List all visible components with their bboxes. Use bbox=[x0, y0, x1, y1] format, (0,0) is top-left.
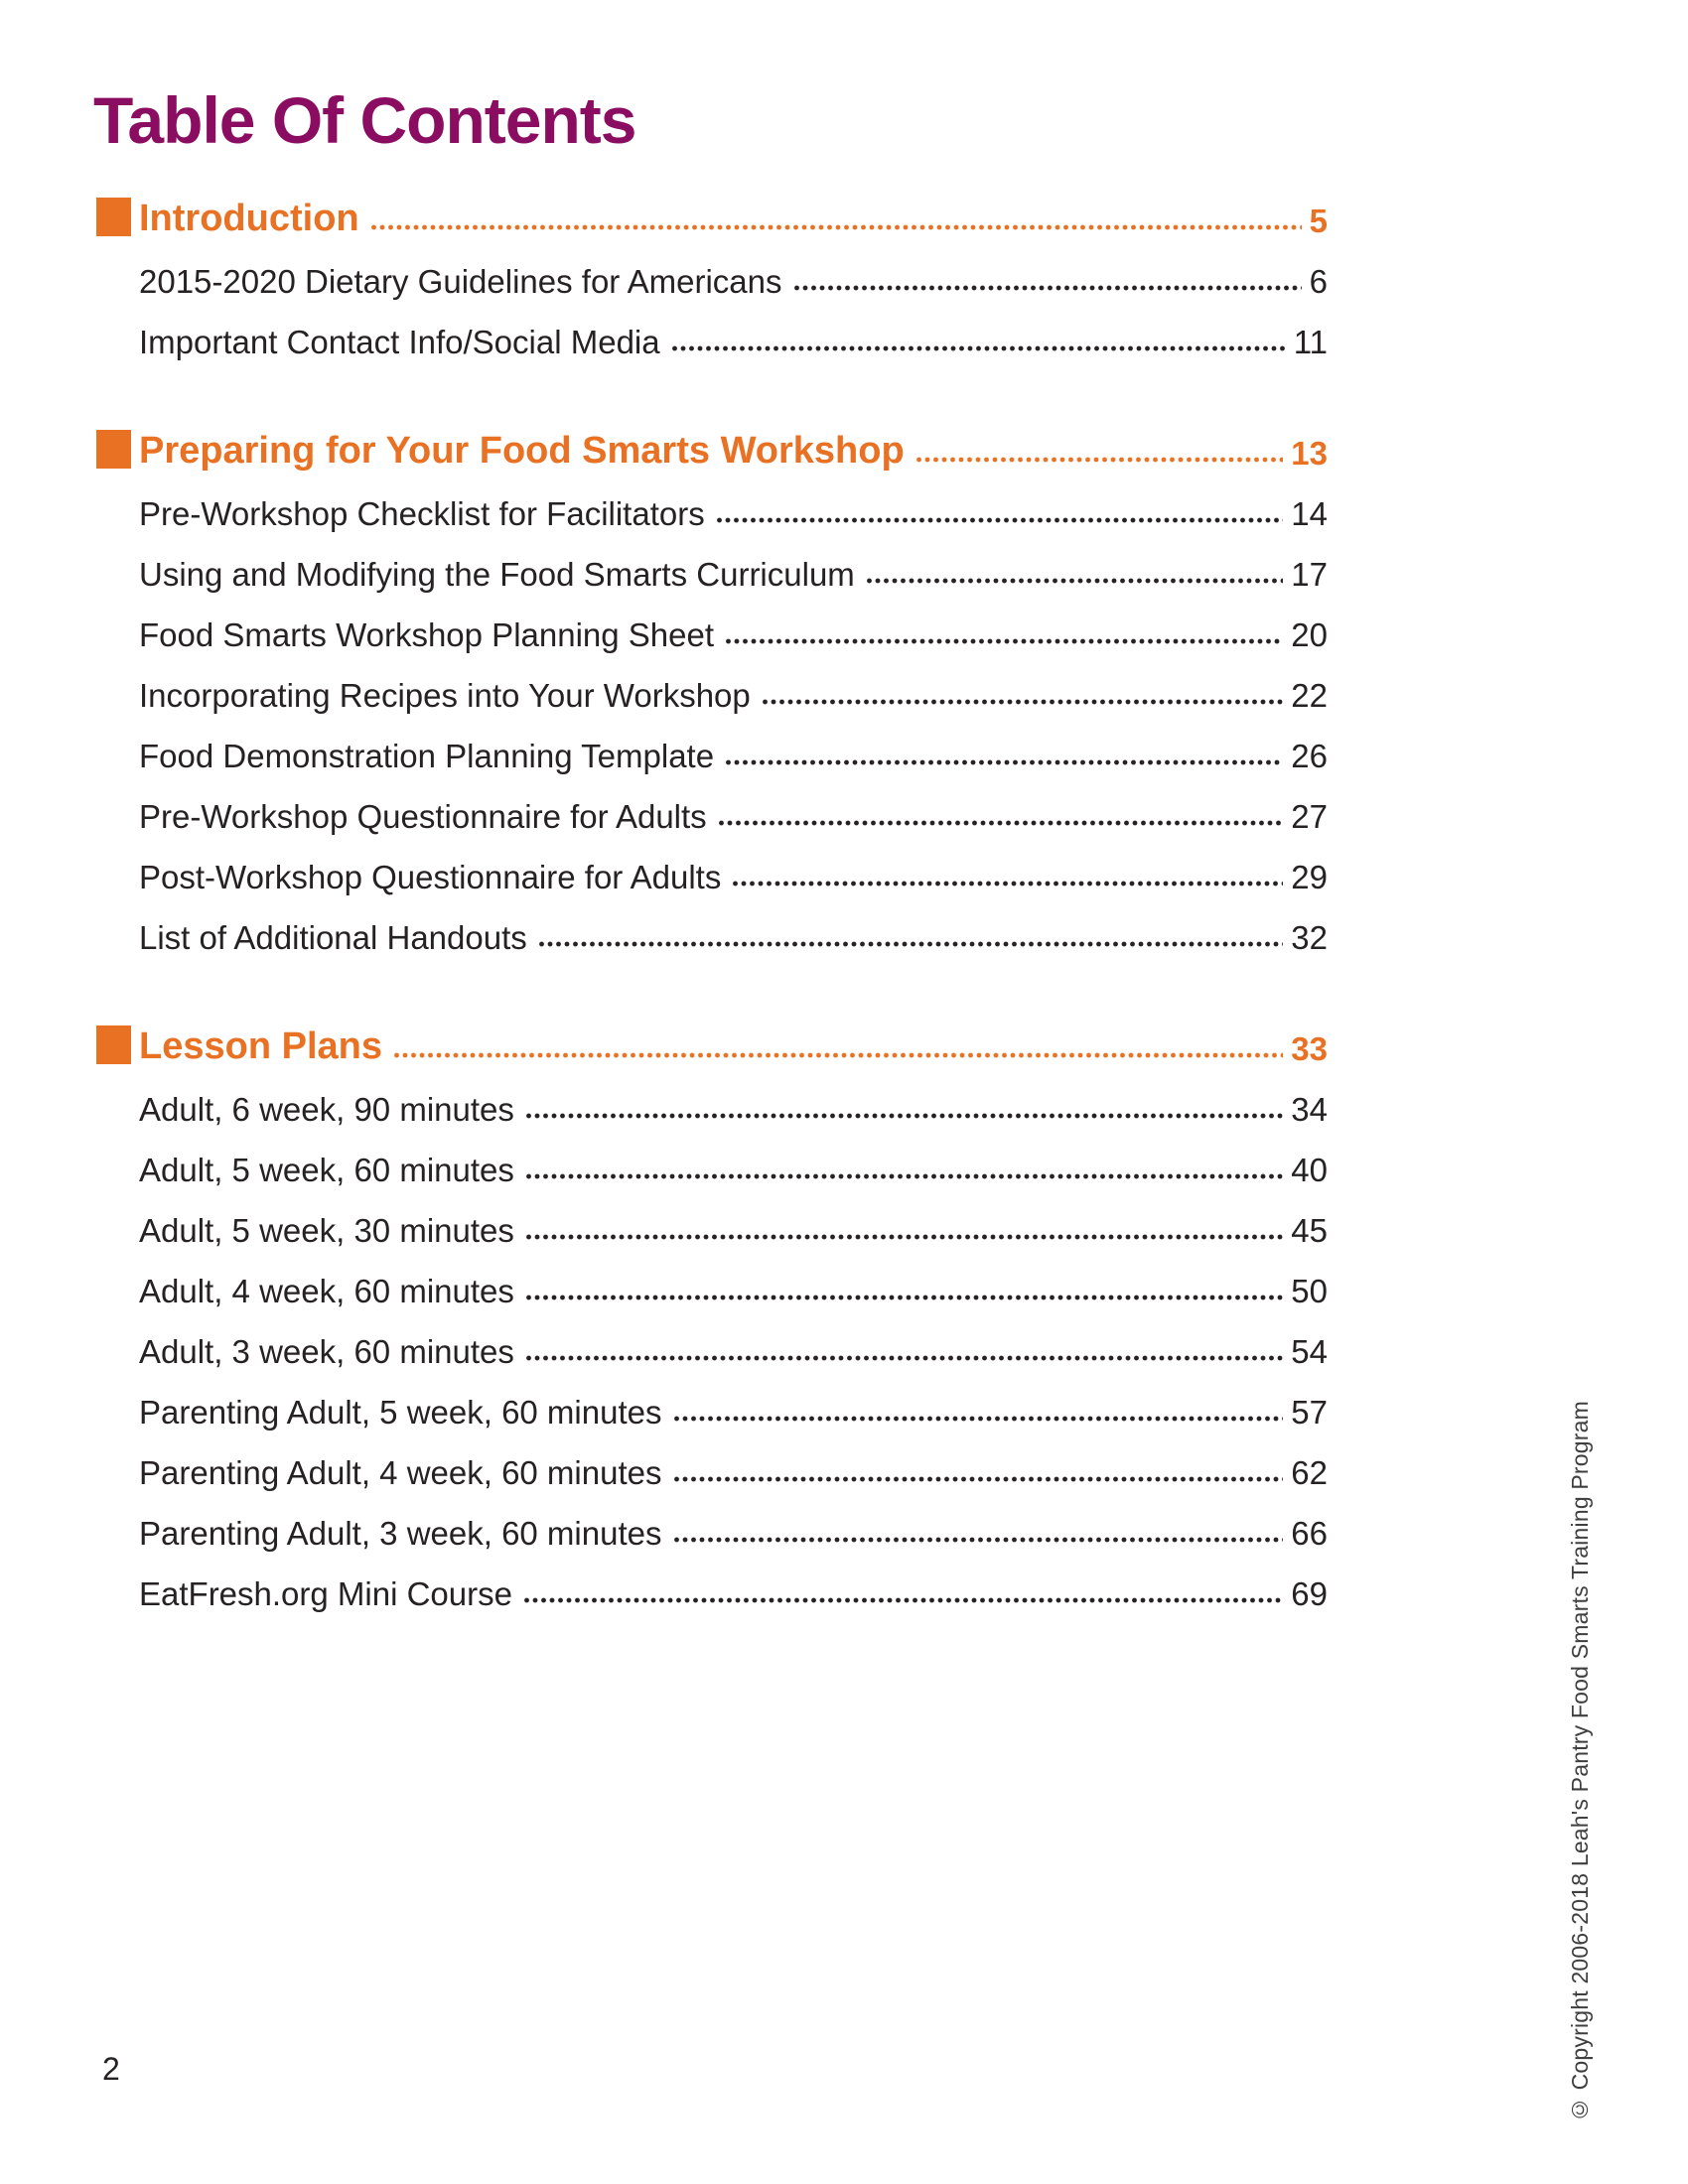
toc-entry-label: Pre-Workshop Questionnaire for Adults bbox=[139, 798, 707, 835]
toc-entry-label: Adult, 4 week, 60 minutes bbox=[139, 1273, 514, 1309]
toc-section-page-number: 33 bbox=[1291, 1030, 1328, 1067]
toc-entry[interactable] bbox=[139, 1138, 1328, 1198]
dot-leader bbox=[794, 285, 1302, 291]
toc-entry[interactable] bbox=[139, 1562, 1328, 1622]
toc-section-title: Lesson Plans bbox=[139, 1025, 382, 1067]
toc-entry[interactable] bbox=[139, 663, 1328, 724]
dot-leader bbox=[719, 820, 1284, 826]
toc-entry-page-number: 6 bbox=[1309, 263, 1328, 300]
toc-entry-page-number: 54 bbox=[1291, 1333, 1328, 1370]
toc-entry[interactable] bbox=[139, 1501, 1328, 1562]
toc-entry-label: Parenting Adult, 5 week, 60 minutes bbox=[139, 1394, 662, 1431]
section-bullet-square-icon bbox=[96, 198, 131, 236]
toc-entry-page-number: 22 bbox=[1291, 677, 1328, 714]
dot-leader bbox=[526, 1113, 1283, 1119]
dot-leader bbox=[526, 1355, 1283, 1361]
dot-leader bbox=[394, 1052, 1283, 1058]
toc-entry-label: Adult, 3 week, 60 minutes bbox=[139, 1333, 514, 1370]
toc-entry[interactable] bbox=[139, 603, 1328, 663]
table-of-contents bbox=[139, 189, 1328, 1622]
dot-leader bbox=[733, 881, 1283, 887]
section-bullet-square-icon bbox=[96, 1025, 131, 1064]
toc-entry-page-number: 62 bbox=[1291, 1454, 1328, 1491]
toc-section-title: Introduction bbox=[139, 198, 359, 239]
page-title: Table Of Contents bbox=[93, 83, 636, 157]
toc-entry[interactable] bbox=[139, 1198, 1328, 1259]
section-bullet-square-icon bbox=[96, 430, 131, 469]
dot-leader bbox=[672, 345, 1286, 351]
dot-leader bbox=[526, 1234, 1283, 1240]
toc-entry-page-number: 66 bbox=[1291, 1515, 1328, 1552]
toc-entry-page-number: 29 bbox=[1291, 859, 1328, 895]
toc-entry-label: Adult, 5 week, 30 minutes bbox=[139, 1212, 514, 1249]
toc-section bbox=[139, 421, 1328, 966]
toc-entry-page-number: 40 bbox=[1291, 1152, 1328, 1188]
toc-entry-label: Food Smarts Workshop Planning Sheet bbox=[139, 616, 715, 653]
dot-leader bbox=[674, 1476, 1284, 1482]
toc-section-header[interactable] bbox=[139, 189, 1328, 249]
dot-leader bbox=[717, 517, 1284, 523]
toc-entry-page-number: 14 bbox=[1291, 495, 1328, 532]
toc-section-title: Preparing for Your Food Smarts Workshop bbox=[139, 430, 905, 472]
toc-entry-label: 2015-2020 Dietary Guidelines for Americans bbox=[139, 263, 782, 300]
toc-section-page-number: 13 bbox=[1291, 435, 1328, 472]
dot-leader bbox=[674, 1416, 1284, 1422]
dot-leader bbox=[526, 1173, 1283, 1179]
toc-entry-label: Incorporating Recipes into Your Workshop bbox=[139, 677, 751, 714]
toc-entry-label: Parenting Adult, 3 week, 60 minutes bbox=[139, 1515, 662, 1552]
toc-entry[interactable] bbox=[139, 724, 1328, 784]
dot-leader bbox=[916, 457, 1284, 463]
toc-entry[interactable] bbox=[139, 310, 1328, 370]
toc-entry[interactable] bbox=[139, 784, 1328, 845]
toc-entry-page-number: 17 bbox=[1291, 556, 1328, 593]
toc-entry-page-number: 50 bbox=[1291, 1273, 1328, 1309]
toc-entry[interactable] bbox=[139, 249, 1328, 310]
toc-entry[interactable] bbox=[139, 845, 1328, 905]
toc-section-header[interactable] bbox=[139, 421, 1328, 481]
copyright-sidebar-text: © Copyright 2006-2018 Leah's Pantry Food Smarts Training Program bbox=[1567, 1400, 1593, 2122]
toc-entry-page-number: 45 bbox=[1291, 1212, 1328, 1249]
dot-leader bbox=[867, 578, 1283, 584]
toc-entry-label: Parenting Adult, 4 week, 60 minutes bbox=[139, 1454, 662, 1491]
dot-leader bbox=[674, 1537, 1284, 1543]
dot-leader bbox=[524, 1597, 1283, 1603]
dot-leader bbox=[539, 941, 1284, 947]
toc-entry-page-number: 11 bbox=[1293, 324, 1328, 360]
toc-entry-page-number: 69 bbox=[1291, 1575, 1328, 1612]
toc-entry-page-number: 26 bbox=[1291, 738, 1328, 774]
toc-entry-page-number: 57 bbox=[1291, 1394, 1328, 1431]
toc-entry-page-number: 20 bbox=[1291, 616, 1328, 653]
dot-leader bbox=[726, 759, 1283, 765]
dot-leader bbox=[371, 224, 1302, 230]
toc-section bbox=[139, 189, 1328, 370]
toc-entry[interactable] bbox=[139, 1319, 1328, 1380]
toc-entry-label: Important Contact Info/Social Media bbox=[139, 324, 660, 360]
toc-entry-page-number: 32 bbox=[1291, 919, 1328, 956]
toc-entry[interactable] bbox=[139, 542, 1328, 603]
toc-entry[interactable] bbox=[139, 481, 1328, 542]
toc-entry-label: EatFresh.org Mini Course bbox=[139, 1575, 512, 1612]
toc-entry-label: Adult, 6 week, 90 minutes bbox=[139, 1091, 514, 1128]
toc-entry-label: Post-Workshop Questionnaire for Adults bbox=[139, 859, 722, 895]
toc-section-page-number: 5 bbox=[1309, 203, 1328, 239]
toc-entry-label: Pre-Workshop Checklist for Facilitators bbox=[139, 495, 705, 532]
dot-leader bbox=[763, 699, 1284, 705]
toc-entry-label: Using and Modifying the Food Smarts Curriculum bbox=[139, 556, 855, 593]
page-number: 2 bbox=[102, 2051, 120, 2087]
toc-entry-label: List of Additional Handouts bbox=[139, 919, 527, 956]
toc-entry[interactable] bbox=[139, 1259, 1328, 1319]
toc-section bbox=[139, 1017, 1328, 1622]
toc-entry-page-number: 27 bbox=[1291, 798, 1328, 835]
dot-leader bbox=[526, 1295, 1283, 1300]
dot-leader bbox=[726, 638, 1283, 644]
toc-entry[interactable] bbox=[139, 1380, 1328, 1440]
toc-entry[interactable] bbox=[139, 905, 1328, 966]
toc-entry-label: Food Demonstration Planning Template bbox=[139, 738, 715, 774]
toc-entry[interactable] bbox=[139, 1440, 1328, 1501]
toc-section-header[interactable] bbox=[139, 1017, 1328, 1077]
toc-entry-page-number: 34 bbox=[1291, 1091, 1328, 1128]
toc-entry-label: Adult, 5 week, 60 minutes bbox=[139, 1152, 514, 1188]
toc-entry[interactable] bbox=[139, 1077, 1328, 1138]
